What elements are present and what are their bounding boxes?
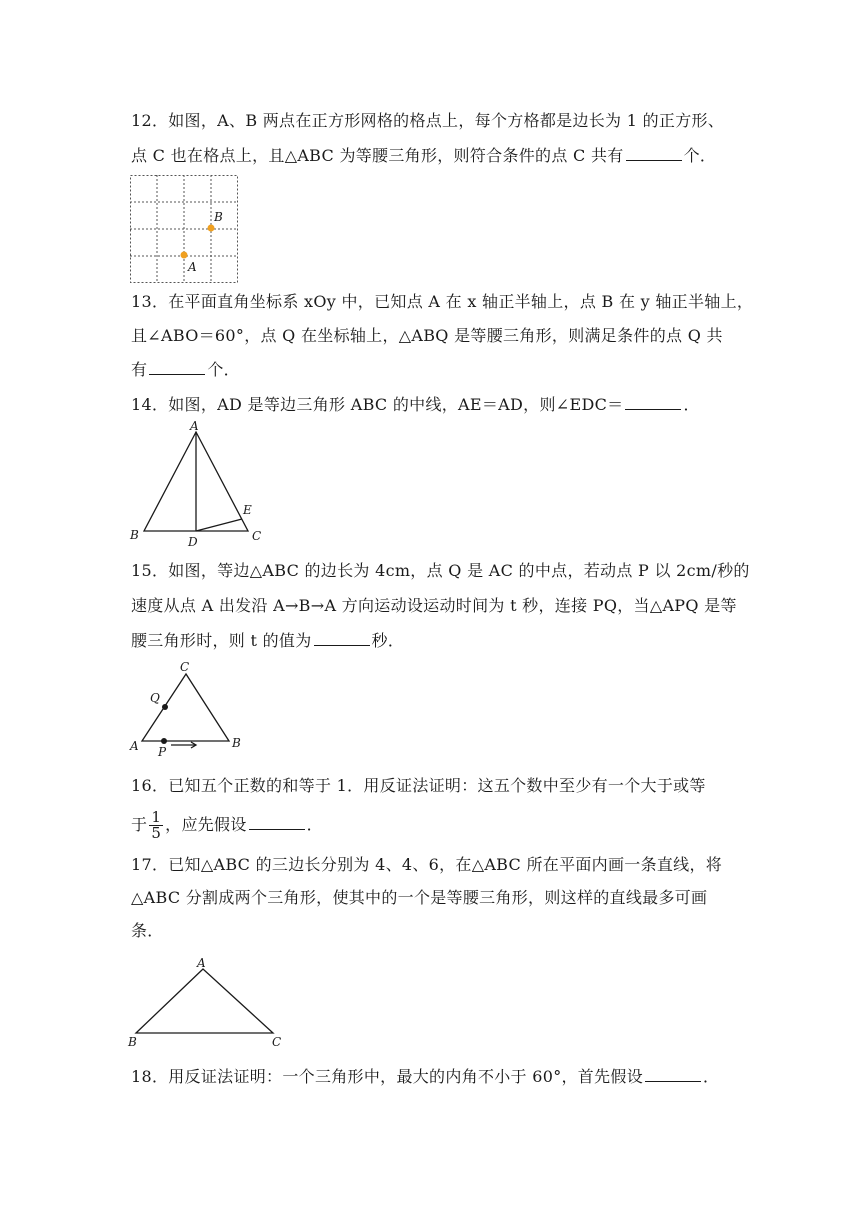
label-b: B: [130, 528, 139, 542]
q16-answer-blank[interactable]: [249, 815, 305, 830]
q15-triangle-figure: [128, 660, 248, 759]
label-c: C: [252, 529, 262, 543]
triangle-abc: [142, 674, 229, 741]
point-a-dot: [181, 252, 188, 259]
q16-line-2: [131, 810, 323, 841]
label-p: P: [158, 745, 167, 759]
fraction-denominator: 5: [151, 824, 162, 842]
fraction-numerator: 1: [151, 808, 162, 826]
q12-grid-figure: [130, 175, 240, 285]
label-e: E: [243, 503, 252, 517]
q15-line-3-end: 秒．: [371, 631, 405, 650]
q15-line-2: 速度从点 A 出发沿 A→B→A 方向运动设运动时间为 t 秒，连接 PQ，当△APQ 是等: [131, 596, 737, 615]
q16-line-2-end: ．: [306, 815, 323, 834]
q17-line-3: 条．: [131, 921, 164, 940]
label-d: D: [188, 535, 198, 549]
label-c: C: [272, 1035, 282, 1049]
q15-line-3-text: 腰三角形时，则 t 的值为: [131, 631, 312, 650]
q18-line-1: [131, 1067, 719, 1087]
q18-line-1-end: ．: [703, 1067, 720, 1086]
q13-line-1: 13．在平面直角坐标系 xOy 中，已知点 A 在 x 轴正半轴上，点 B 在 y 轴正半轴上，: [131, 292, 754, 311]
q12-line-2-text: 点 C 也在格点上，且△ABC 为等腰三角形，则符合条件的点 C 共有: [131, 146, 624, 165]
q17-line-2: △ABC 分割成两个三角形，使其中的一个是等腰三角形，则这样的直线最多可画: [131, 888, 708, 907]
label-c: C: [180, 660, 190, 674]
point-b-label: B: [214, 210, 223, 224]
fraction-one-fifth: [149, 810, 163, 841]
q15-line-3: [131, 631, 404, 651]
q14-line-1: [131, 395, 700, 415]
q17-line-1: 17．已知△ABC 的三边长分别为 4、4、6，在△ABC 所在平面内画一条直线，将: [131, 855, 723, 874]
q14-triangle-figure: [128, 419, 278, 550]
q13-line-3-text: 有: [131, 360, 148, 379]
triangle-abc: [136, 969, 273, 1033]
label-b: B: [128, 1035, 137, 1049]
label-a: A: [197, 956, 206, 970]
q16-line-2-text: 于: [131, 815, 148, 834]
q13-line-2: 且∠ABO＝60°，点 Q 在坐标轴上，△ABQ 是等腰三角形，则满足条件的点 Q 共: [131, 326, 723, 345]
q12-line-2-end: 个．: [683, 146, 717, 165]
q15-answer-blank[interactable]: [314, 631, 370, 646]
q14-line-1-text: 14．如图，AD 是等边三角形 ABC 的中线，AE＝AD，则∠EDC＝: [131, 395, 624, 414]
point-p-dot: [161, 738, 167, 744]
label-b: B: [232, 736, 241, 750]
q14-line-1-end: ．: [683, 395, 700, 414]
q13-line-3-end: 个．: [207, 360, 240, 379]
label-a: A: [190, 419, 199, 433]
q16-line-2-mid: ，应先假设: [165, 815, 247, 834]
q14-answer-blank[interactable]: [625, 395, 681, 410]
q12-line-1: 12．如图，A、B 两点在正方形网格的格点上，每个方格都是边长为 1 的正方形、: [131, 111, 725, 130]
point-q-dot: [162, 704, 168, 710]
label-a: A: [130, 739, 139, 753]
q12-line-2: [131, 146, 716, 166]
q18-line-1-text: 18．用反证法证明：一个三角形中，最大的内角不小于 60°，首先假设: [131, 1067, 644, 1086]
q18-answer-blank[interactable]: [645, 1067, 701, 1082]
q13-answer-blank[interactable]: [149, 360, 205, 375]
segment-de: [196, 519, 242, 531]
q12-answer-blank[interactable]: [626, 146, 682, 161]
q13-line-3: [131, 360, 240, 380]
point-b-dot: [208, 225, 215, 232]
q15-line-1: 15．如图，等边△ABC 的边长为 4cm，点 Q 是 AC 的中点，若动点 P 以 2cm/秒的: [131, 561, 750, 580]
label-q: Q: [150, 691, 160, 705]
q17-triangle-figure: [126, 955, 286, 1047]
q16-line-1: 16．已知五个正数的和等于 1．用反证法证明：这五个数中至少有一个大于或等: [131, 776, 706, 795]
point-a-label: A: [188, 260, 197, 274]
